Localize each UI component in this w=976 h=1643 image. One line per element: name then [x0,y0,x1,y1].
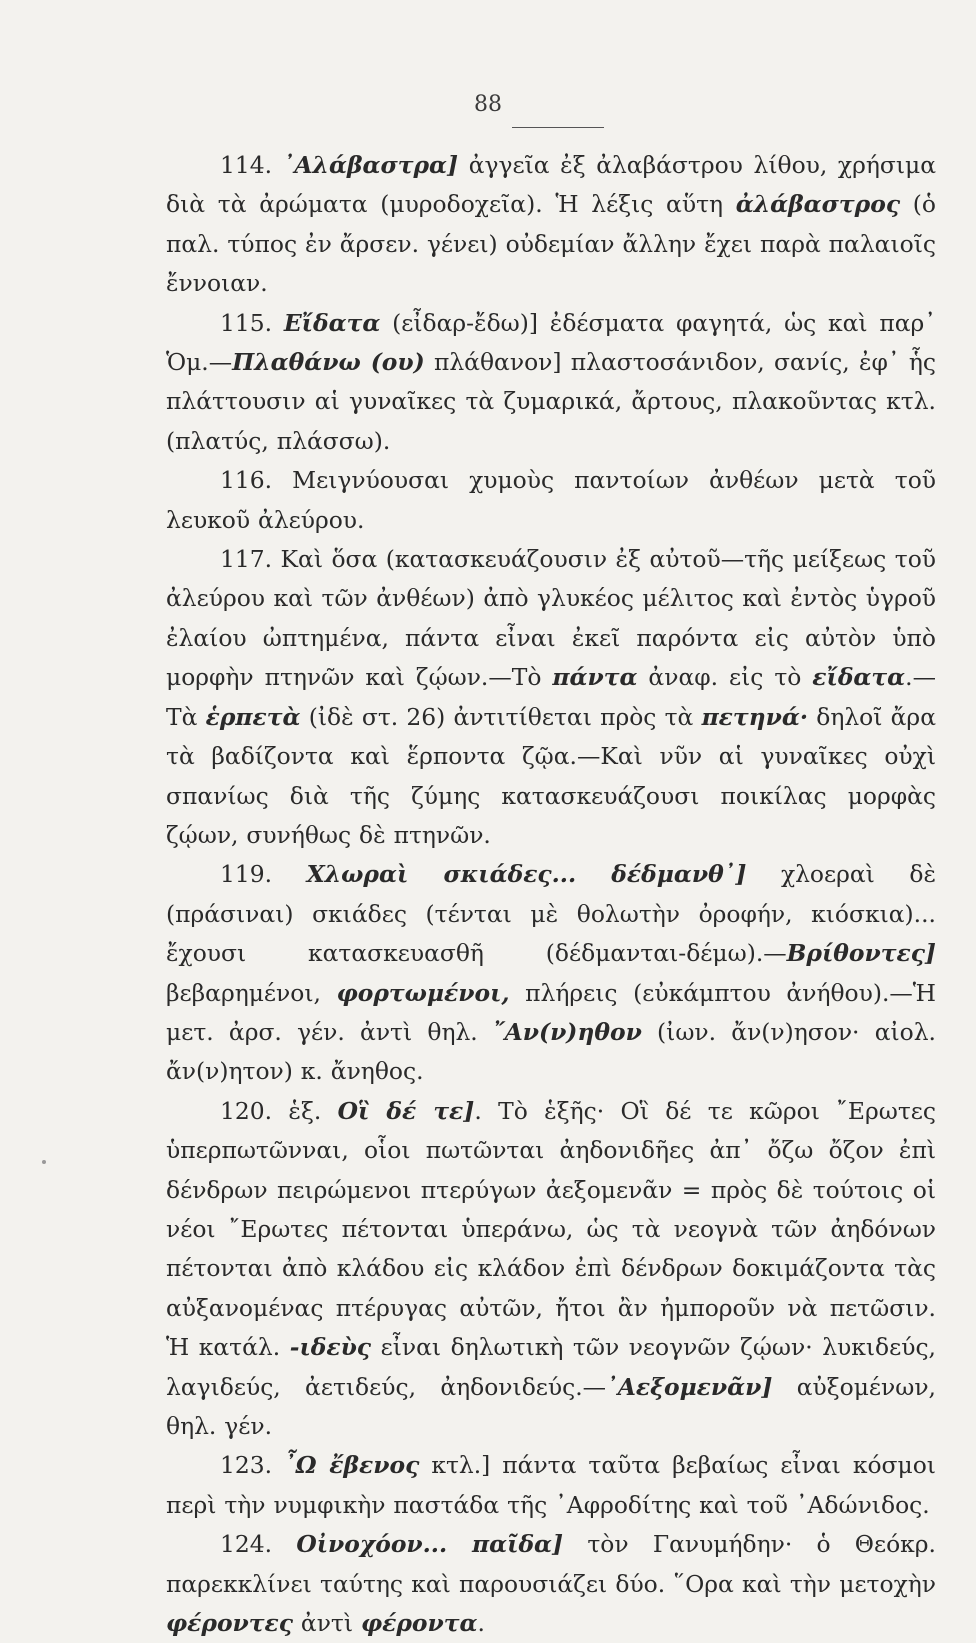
note-text: 120. ἑξ. [220,1096,338,1125]
note-text: 123. [220,1451,285,1480]
note-text: 114. [220,151,283,179]
note-text: . [477,1609,485,1638]
note-text: εἶναι δηλωτικὴ τῶν νεογνῶν ζῴων· λυκιδεύς, λαγιδεύς, ἀετιδεύς, ἀηδονιδεύς.— [166,1333,936,1401]
lemma-term: ἀλάβαστρος [735,190,901,219]
note-text: ἀναφ. εἰς τὸ [637,663,813,692]
note-120 [166,1092,936,1447]
lemma-term: φορτωμένοι, [336,978,510,1007]
note-text: ἀντὶ [292,1609,361,1638]
note-text: τὸν Γανυμήδην· ὁ Θεόκρ. παρεκκλίνει ταύτης καὶ παρουσιάζει δύο. ῞Ορα καὶ τὴν μετοχὴν [166,1530,936,1598]
note-124 [166,1525,936,1643]
note-114 [166,146,936,304]
lemma-term: ἑρπετὰ [205,702,301,731]
lemma-term: Πλαθάνω (ου) [232,348,425,377]
note-text: αὐξομένων, θηλ. γέν. [166,1372,936,1440]
lemma-term: πετηνά· [701,702,809,731]
lemma-term: Βρίθοντες] [786,939,936,968]
note-119 [166,855,936,1091]
note-text: (εἶδαρ-ἔδω)] ἐδέσματα φαγητά, ὡς καὶ παρ᾽ Ὁμ.— [166,308,936,377]
lemma-term: Εἴδατα [283,308,381,337]
note-123 [166,1446,936,1525]
note-115 [166,304,936,462]
note-text: (ὁ παλ. τύπος ἐν ἄρσεν. γένει) οὐδεμίαν ἄλλην ἔχει παρὰ παλαιοῖς ἔννοιαν. [166,190,936,298]
lemma-term: πάντα [552,663,638,692]
note-text: 119. [220,860,307,889]
note-text: (ἰδὲ στ. 26) ἀντιτίθεται πρὸς τὰ [300,702,702,731]
lemma-term: -ιδεὺς [289,1333,372,1362]
note-text: δηλοῖ ἄρα τὰ βαδίζοντα καὶ ἕρποντα ζῷα.—Καὶ νῦν αἱ γυναῖκες οὐχὶ σπανίως διὰ τῆς ζύμης κατασκευάζουσι ποικίλας μορφὰς ζῴων, συνήθως δὲ πτηνῶν. [166,702,936,849]
lemma-term: ᾽Αεξομενᾶν] [606,1372,773,1401]
header-rule [512,127,604,128]
note-116 [166,461,936,540]
paper-speck [42,1160,46,1164]
lemma-term: Οἰνοχόον... παῖδα] [296,1530,564,1559]
note-text: 115. [220,308,284,337]
note-text: κτλ.] πάντα ταῦτα βεβαίως εἶναι κόσμοι περὶ τὴν νυμφικὴν παστάδα τῆς ᾽Αφροδίτης καὶ τοῦ ᾽Αδώνιδος. [166,1451,936,1519]
note-text: . Τὸ ἑξῆς· Οἳ δέ τε κῶροι ῎Ερωτες ὑπερπωτῶνναι, οἷοι πωτῶνται ἀηδονιδῆες ἀπ᾽ ὄζω ὄζον ἐπὶ δένδρων πειρώμενοι πτερύγων ἀεξομενᾶν = πρὸς δὲ τούτοις οἱ νέοι ῎Ερωτες πέτονται ὑπεράνω, ὡς τὰ νεογνὰ τῶν ἀηδόνων πέτονται ἀπὸ κλάδου εἰς κλάδον ἐπὶ δένδρων δοκιμάζοντα τὰς αὐξανομένας πτέρυγας αὐτῶν, ἤτοι ἂν ἠμποροῦν νὰ πετῶσιν. Ἡ κατάλ. [166,1096,936,1362]
note-text: πλάθανον] πλαστοσάνιδον, σανίς, ἐφ᾽ ἧς πλάττουσιν αἱ γυναῖκες τὰ ζυμαρικά, ἄρτους, πλακοῦντας κτλ. (πλατύς, πλάσσω). [166,348,936,455]
lemma-term: Οἳ δέ τε] [337,1096,475,1125]
note-text: βεβαρημένοι, [166,978,337,1007]
note-text: 124. [220,1530,297,1559]
note-text: 117. Καὶ ὅσα (κατασκευάζουσιν ἐξ αὐτοῦ—τῆς μείξεως τοῦ ἀλεύρου καὶ τῶν ἀνθέων) ἀπὸ γλυκέος μέλιτος καὶ ἐντὸς ὑγροῦ ἐλαίου ὠπτημένα, πάντα εἶναι ἐκεῖ παρόντα εἰς αὐτὸν ὑπὸ μορφὴν πτηνῶν καὶ ζῴων.—Τὸ [166,545,936,692]
lemma-term: φέροντα [360,1609,478,1638]
note-text: .—Τὰ [166,663,936,731]
note-text: χλοεραὶ δὲ (πράσιναι) σκιάδες (τένται μὲ θολωτὴν ὀροφήν, κιόσκια)... ἔχουσι κατασκευασθῆ (δέδμανται-δέμω).— [166,860,936,968]
lemma-term: ῏Ω ἔβενος [284,1451,420,1480]
lemma-term: εἴδατα [812,663,906,692]
lemma-term: ῎Αν(ν)ηθον [492,1017,642,1046]
commentary-text [166,146,936,1643]
note-117 [166,540,936,855]
lemma-term: φέροντες [166,1609,293,1638]
note-text: (ἰων. ἄν(ν)ησον· αἰολ. ἄν(ν)ητον) κ. ἄνηθος. [166,1017,936,1086]
lemma-term: Χλωραὶ σκιάδες... δέδμανθ᾽] [306,860,747,889]
note-text: 116. Μειγνύουσαι χυμοὺς παντοίων ἀνθέων μετὰ τοῦ λευκοῦ ἀλεύρου. [166,466,936,534]
note-text: πλήρεις (εὐκάμπτου ἀνήθου).—Ἡ μετ. ἀρσ. γέν. ἀντὶ θηλ. [166,978,936,1046]
page-number: 88 [474,92,502,117]
lemma-term: ᾽Αλάβαστρα] [282,151,459,179]
note-text: ἀγγεῖα ἐξ ἀλαβάστρου λίθου, χρήσιμα διὰ τὰ ἀρώματα (μυροδοχεῖα). Ἡ λέξις αὕτη [166,151,936,219]
